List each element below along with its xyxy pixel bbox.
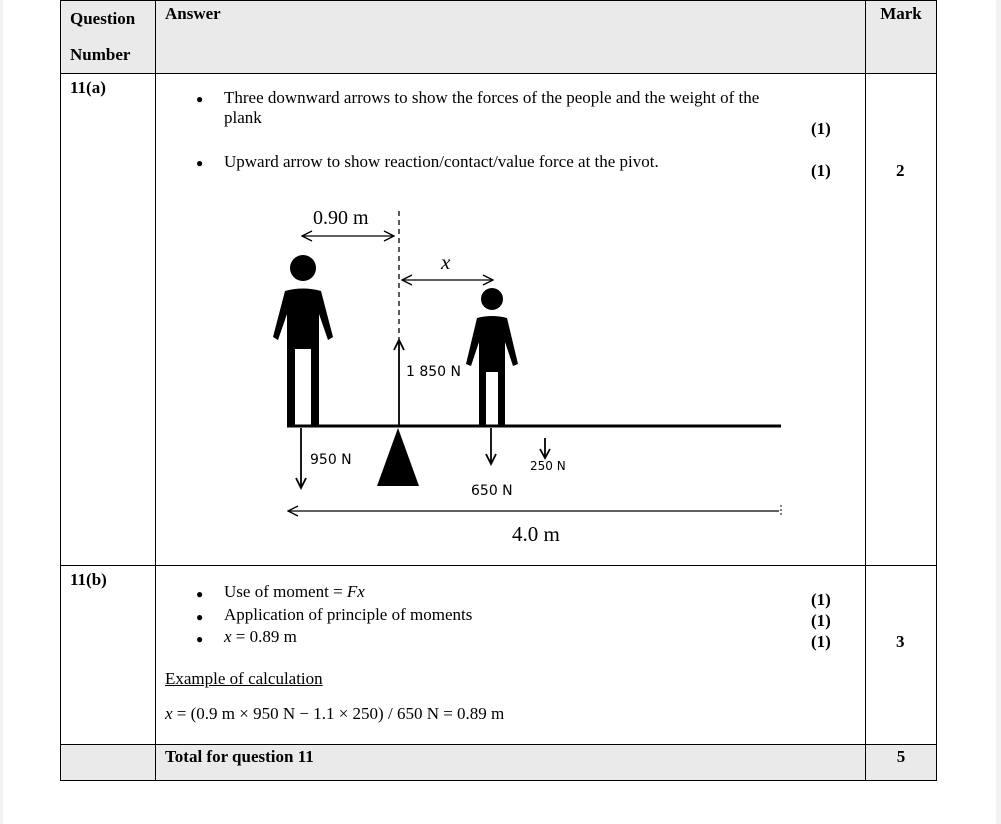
part-a-row <box>61 74 937 566</box>
part-a-answer-cell <box>156 74 866 566</box>
plank-length-label: 4.0 m <box>512 522 560 546</box>
part-a-bullet-1: Three downward arrows to show the forces of the people and the weight of the plank <box>224 88 760 127</box>
bullet-dot-icon: ● <box>196 587 204 601</box>
right-person-icon <box>466 288 518 426</box>
pivot-triangle-icon <box>377 428 419 486</box>
part-a-number: 11(a) <box>70 78 106 97</box>
total-empty-cell <box>61 745 156 781</box>
total-mark-cell <box>866 745 937 781</box>
bullet-dot-icon: ● <box>196 610 204 624</box>
pivot-force-label: 1 850 N <box>406 364 462 380</box>
dist-x-label: x <box>441 250 451 274</box>
bullet-dot-icon: ● <box>196 632 204 646</box>
mark-scheme-table <box>60 0 937 781</box>
part-b-mark-1: (1) <box>811 590 831 609</box>
header-row <box>61 1 937 74</box>
mark-scheme-page <box>3 0 996 824</box>
part-b-bullet-2: Application of principle of moments <box>224 605 473 624</box>
part-a-total-mark: 2 <box>896 161 905 180</box>
mark-header: Mark <box>866 1 937 74</box>
part-b-number: 11(b) <box>70 570 107 589</box>
part-b-mark-cell <box>866 566 937 745</box>
left-force-label: 950 N <box>310 452 352 468</box>
part-b-row <box>61 566 937 745</box>
part-b-mark-3: (1) <box>811 632 831 651</box>
part-a-bullet-2-mark: (1) <box>811 161 831 180</box>
part-b-bullet-3: x = 0.89 m <box>224 627 297 646</box>
part-a-bullet-1-mark: (1) <box>811 119 831 138</box>
bullet-dot-icon: ● <box>196 156 204 170</box>
total-row <box>61 745 937 781</box>
part-b-answer-cell <box>156 566 866 745</box>
right-force-label: 650 N <box>471 483 513 499</box>
left-person-icon <box>273 255 333 426</box>
part-a-bullet-2: Upward arrow to show reaction/contact/value force at the pivot. <box>224 152 659 171</box>
part-b-bullet-1: Use of moment = Fx <box>224 582 365 601</box>
bullet-dot-icon: ● <box>196 92 204 106</box>
part-b-mark-2: (1) <box>811 611 831 630</box>
total-mark: 5 <box>896 747 906 766</box>
total-label: Total for question 11 <box>165 747 314 766</box>
part-a-number-cell <box>61 74 156 566</box>
part-b-total-mark: 3 <box>896 632 905 651</box>
part-a-mark-cell <box>866 74 937 566</box>
example-calculation: x = (0.9 m × 950 N − 1.1 × 250) / 650 N = 0.89 m <box>165 704 505 723</box>
example-heading: Example of calculation <box>165 669 323 688</box>
plank-weight-label: 250 N <box>530 459 566 473</box>
seesaw-diagram <box>156 74 864 564</box>
part-b-number-cell <box>61 566 156 745</box>
total-label-cell <box>156 745 866 781</box>
question-number-header: Question Number <box>61 1 156 74</box>
answer-header: Answer <box>156 1 866 74</box>
dist-left-label: 0.90 m <box>313 207 369 229</box>
